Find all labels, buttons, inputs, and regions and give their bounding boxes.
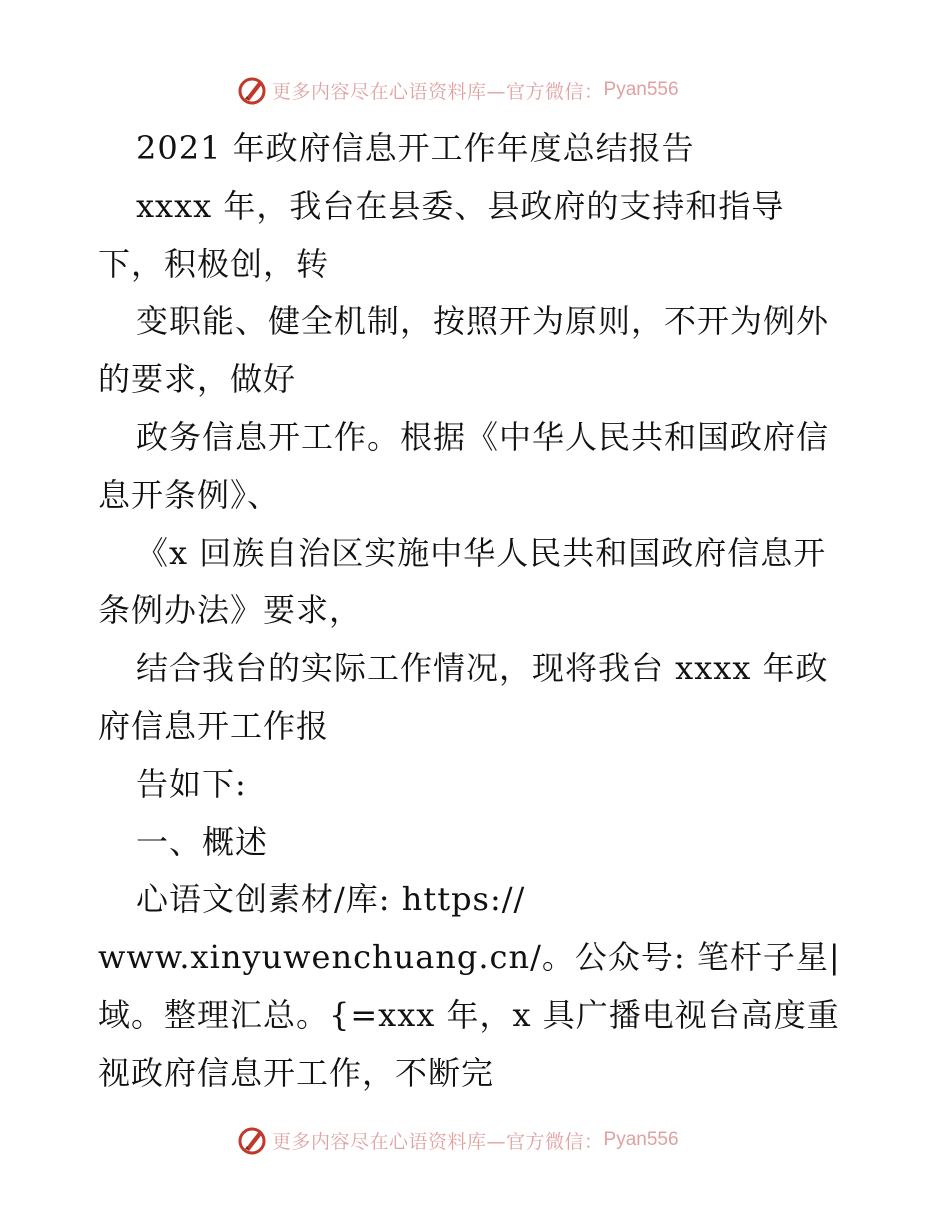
header-banner-text: 更多内容尽在心语资料库—官方微信： bbox=[272, 80, 604, 103]
text-line: 息开条例》、 bbox=[98, 475, 281, 514]
text-line: 域。整理汇总。{=xxx 年，x 具广播电视台高度重 bbox=[98, 995, 840, 1034]
document-body bbox=[98, 120, 858, 1103]
text-line: 心语文创素材/库: https:// bbox=[136, 880, 526, 919]
document-title: 2021 年政府信息开工作年度总结报告 bbox=[136, 129, 695, 167]
text-line: 视政府信息开工作，不断完 bbox=[98, 1053, 495, 1092]
text-line: 变职能、健全机制，按照开为原则，不开为例外 bbox=[136, 302, 830, 341]
footer-banner bbox=[0, 1120, 950, 1160]
pen-logo-icon bbox=[236, 1124, 268, 1156]
footer-banner-text: 更多内容尽在心语资料库—官方微信： bbox=[272, 1130, 604, 1153]
footer-banner-id: Pyan556 bbox=[603, 1129, 679, 1150]
text-line: 结合我台的实际工作情况，现将我台 xxxx 年政 bbox=[136, 649, 829, 688]
url-line: www.xinyuwenchuang.cn/。公众号: 笔杆子星| bbox=[98, 938, 841, 977]
text-line: 府信息开工作报 bbox=[98, 706, 330, 745]
text-line: xxxx 年，我台在县委、县政府的支持和指导 bbox=[136, 186, 785, 225]
text-line: 《x 回族自治区实施中华人民共和国政府信息开 bbox=[136, 533, 827, 572]
pen-logo-icon bbox=[236, 74, 268, 106]
text-line: 条例办法》要求， bbox=[98, 591, 363, 630]
text-line: 的要求，做好 bbox=[98, 360, 297, 399]
text-line: 告如下: bbox=[136, 764, 247, 803]
section-heading: 一、概述 bbox=[136, 822, 269, 861]
text-line: 下，积极创，转 bbox=[98, 244, 330, 283]
header-banner bbox=[0, 70, 950, 110]
text-line: 政务信息开工作。根据《中华人民共和国政府信 bbox=[136, 417, 830, 456]
header-banner-id: Pyan556 bbox=[603, 79, 679, 100]
